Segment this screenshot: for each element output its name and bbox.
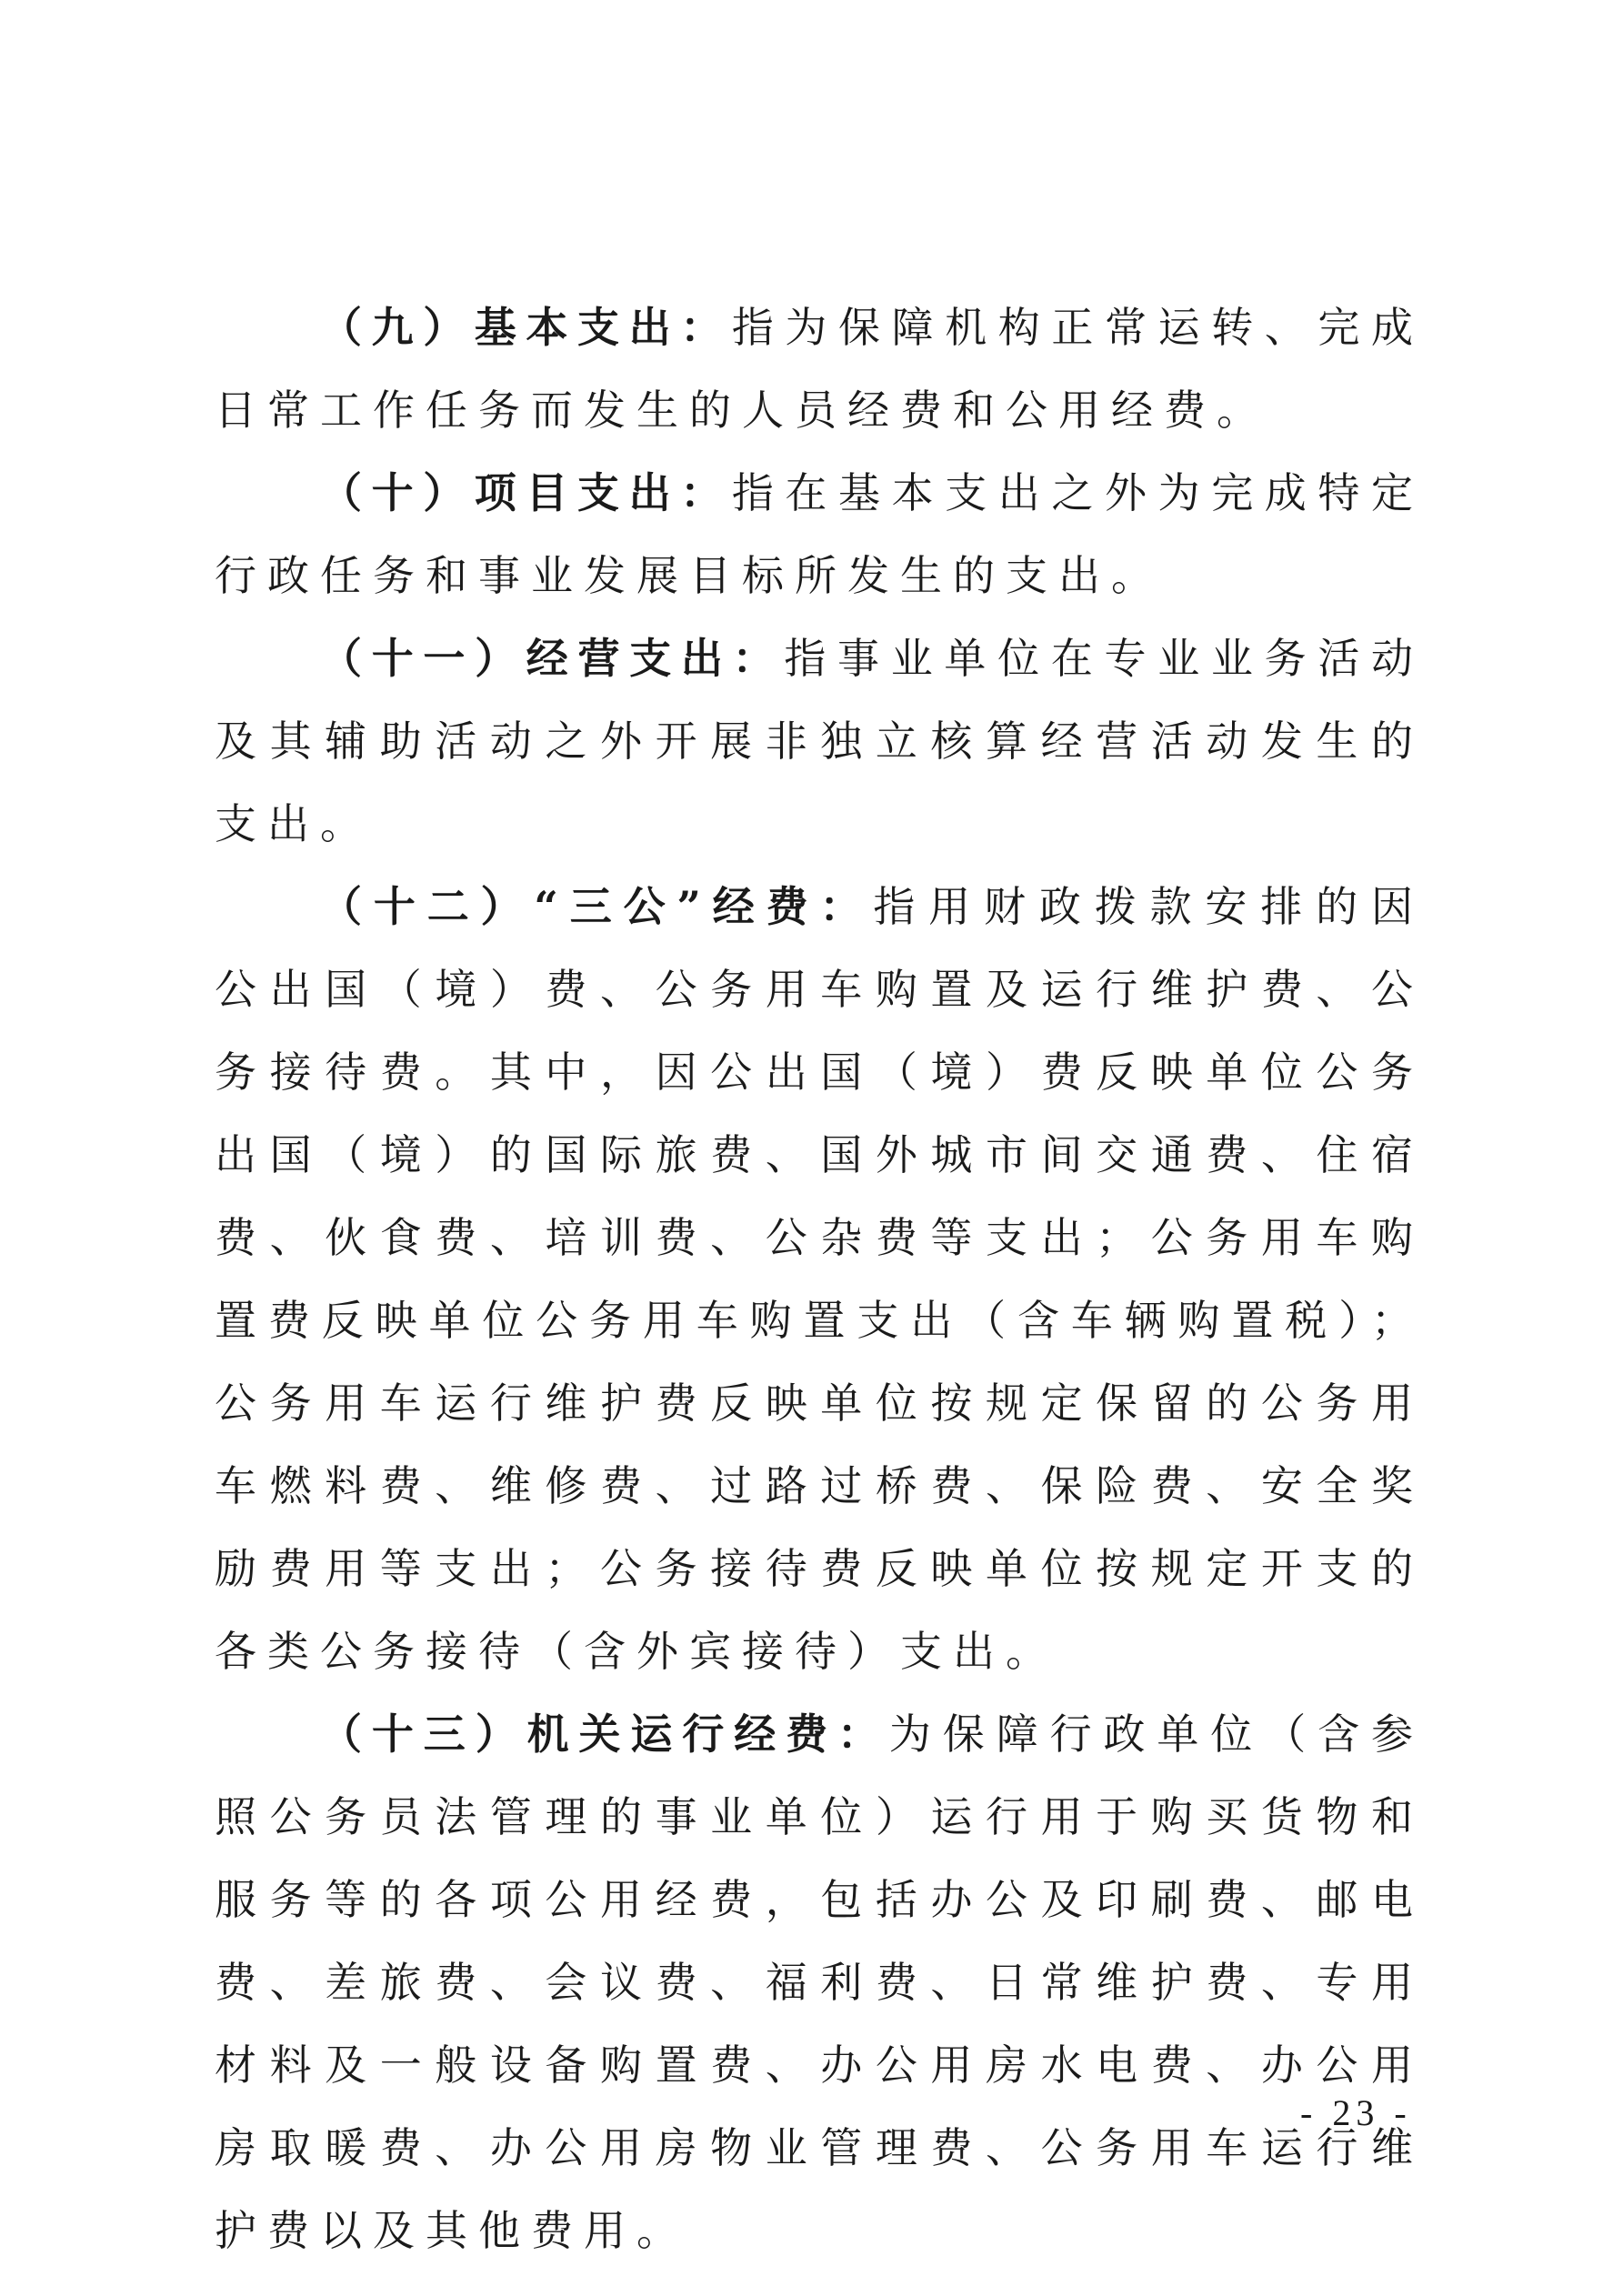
definition-agency-operating-costs: 为保障行政单位（含参照公务员法管理的事业单位）运行用于购买货物和服务等的各项公用经费，包括办公及印刷费、邮电费、差旅费、会议费、福利费、日常维护费、专用材料及一般设备购置费、办公用房水电费、办公用房取暖费、办公用房物业管理费、公务用车运行维护费以及其他费用。 [215,1709,1425,2255]
paragraph-basic-expenditure [215,286,1424,452]
definition-project-expenditure: 指在基本支出之外为完成特定行政任务和事业发展目标所发生的支出。 [215,468,1425,600]
paragraph-agency-operating-costs [215,1693,1424,2272]
document-body [215,286,1424,2272]
definition-three-public-expenses: 指用财政拨款安排的因公出国（境）费、公务用车购置及运行维护费、公务接待费。其中，因公出国（境）费反映单位公务出国（境）的国际旅费、国外城市间交通费、住宿费、伙食费、培训费、公杂费等支出；公务用车购置费反映单位公务用车购置支出（含车辆购置税）；公务用车运行维护费反映单位按规定保留的公务用车燃料费、维修费、过路过桥费、保险费、安全奖励费用等支出；公务接待费反映单位按规定开支的各类公务接待（含外宾接待）支出。 [215,882,1424,1676]
term-project-expenditure: （十）项目支出： [320,468,732,517]
term-three-public-expenses: （十二）“三公”经费： [320,882,874,931]
definition-basic-expenditure: 指为保障机构正常运转、完成日常工作任务而发生的人员经费和公用经费。 [215,303,1425,435]
term-basic-expenditure: （九）基本支出： [320,303,732,352]
paragraph-project-expenditure [215,452,1424,617]
paragraph-three-public-expenses [215,866,1424,1693]
term-operating-expenditure: （十一）经营支出： [320,634,785,683]
definition-operating-expenditure: 指事业单位在专业业务活动及其辅助活动之外开展非独立核算经营活动发生的支出。 [215,634,1425,848]
page-number: - 23 - [1300,2092,1412,2133]
paragraph-operating-expenditure [215,617,1424,866]
term-agency-operating-costs: （十三）机关运行经费： [320,1709,889,1759]
